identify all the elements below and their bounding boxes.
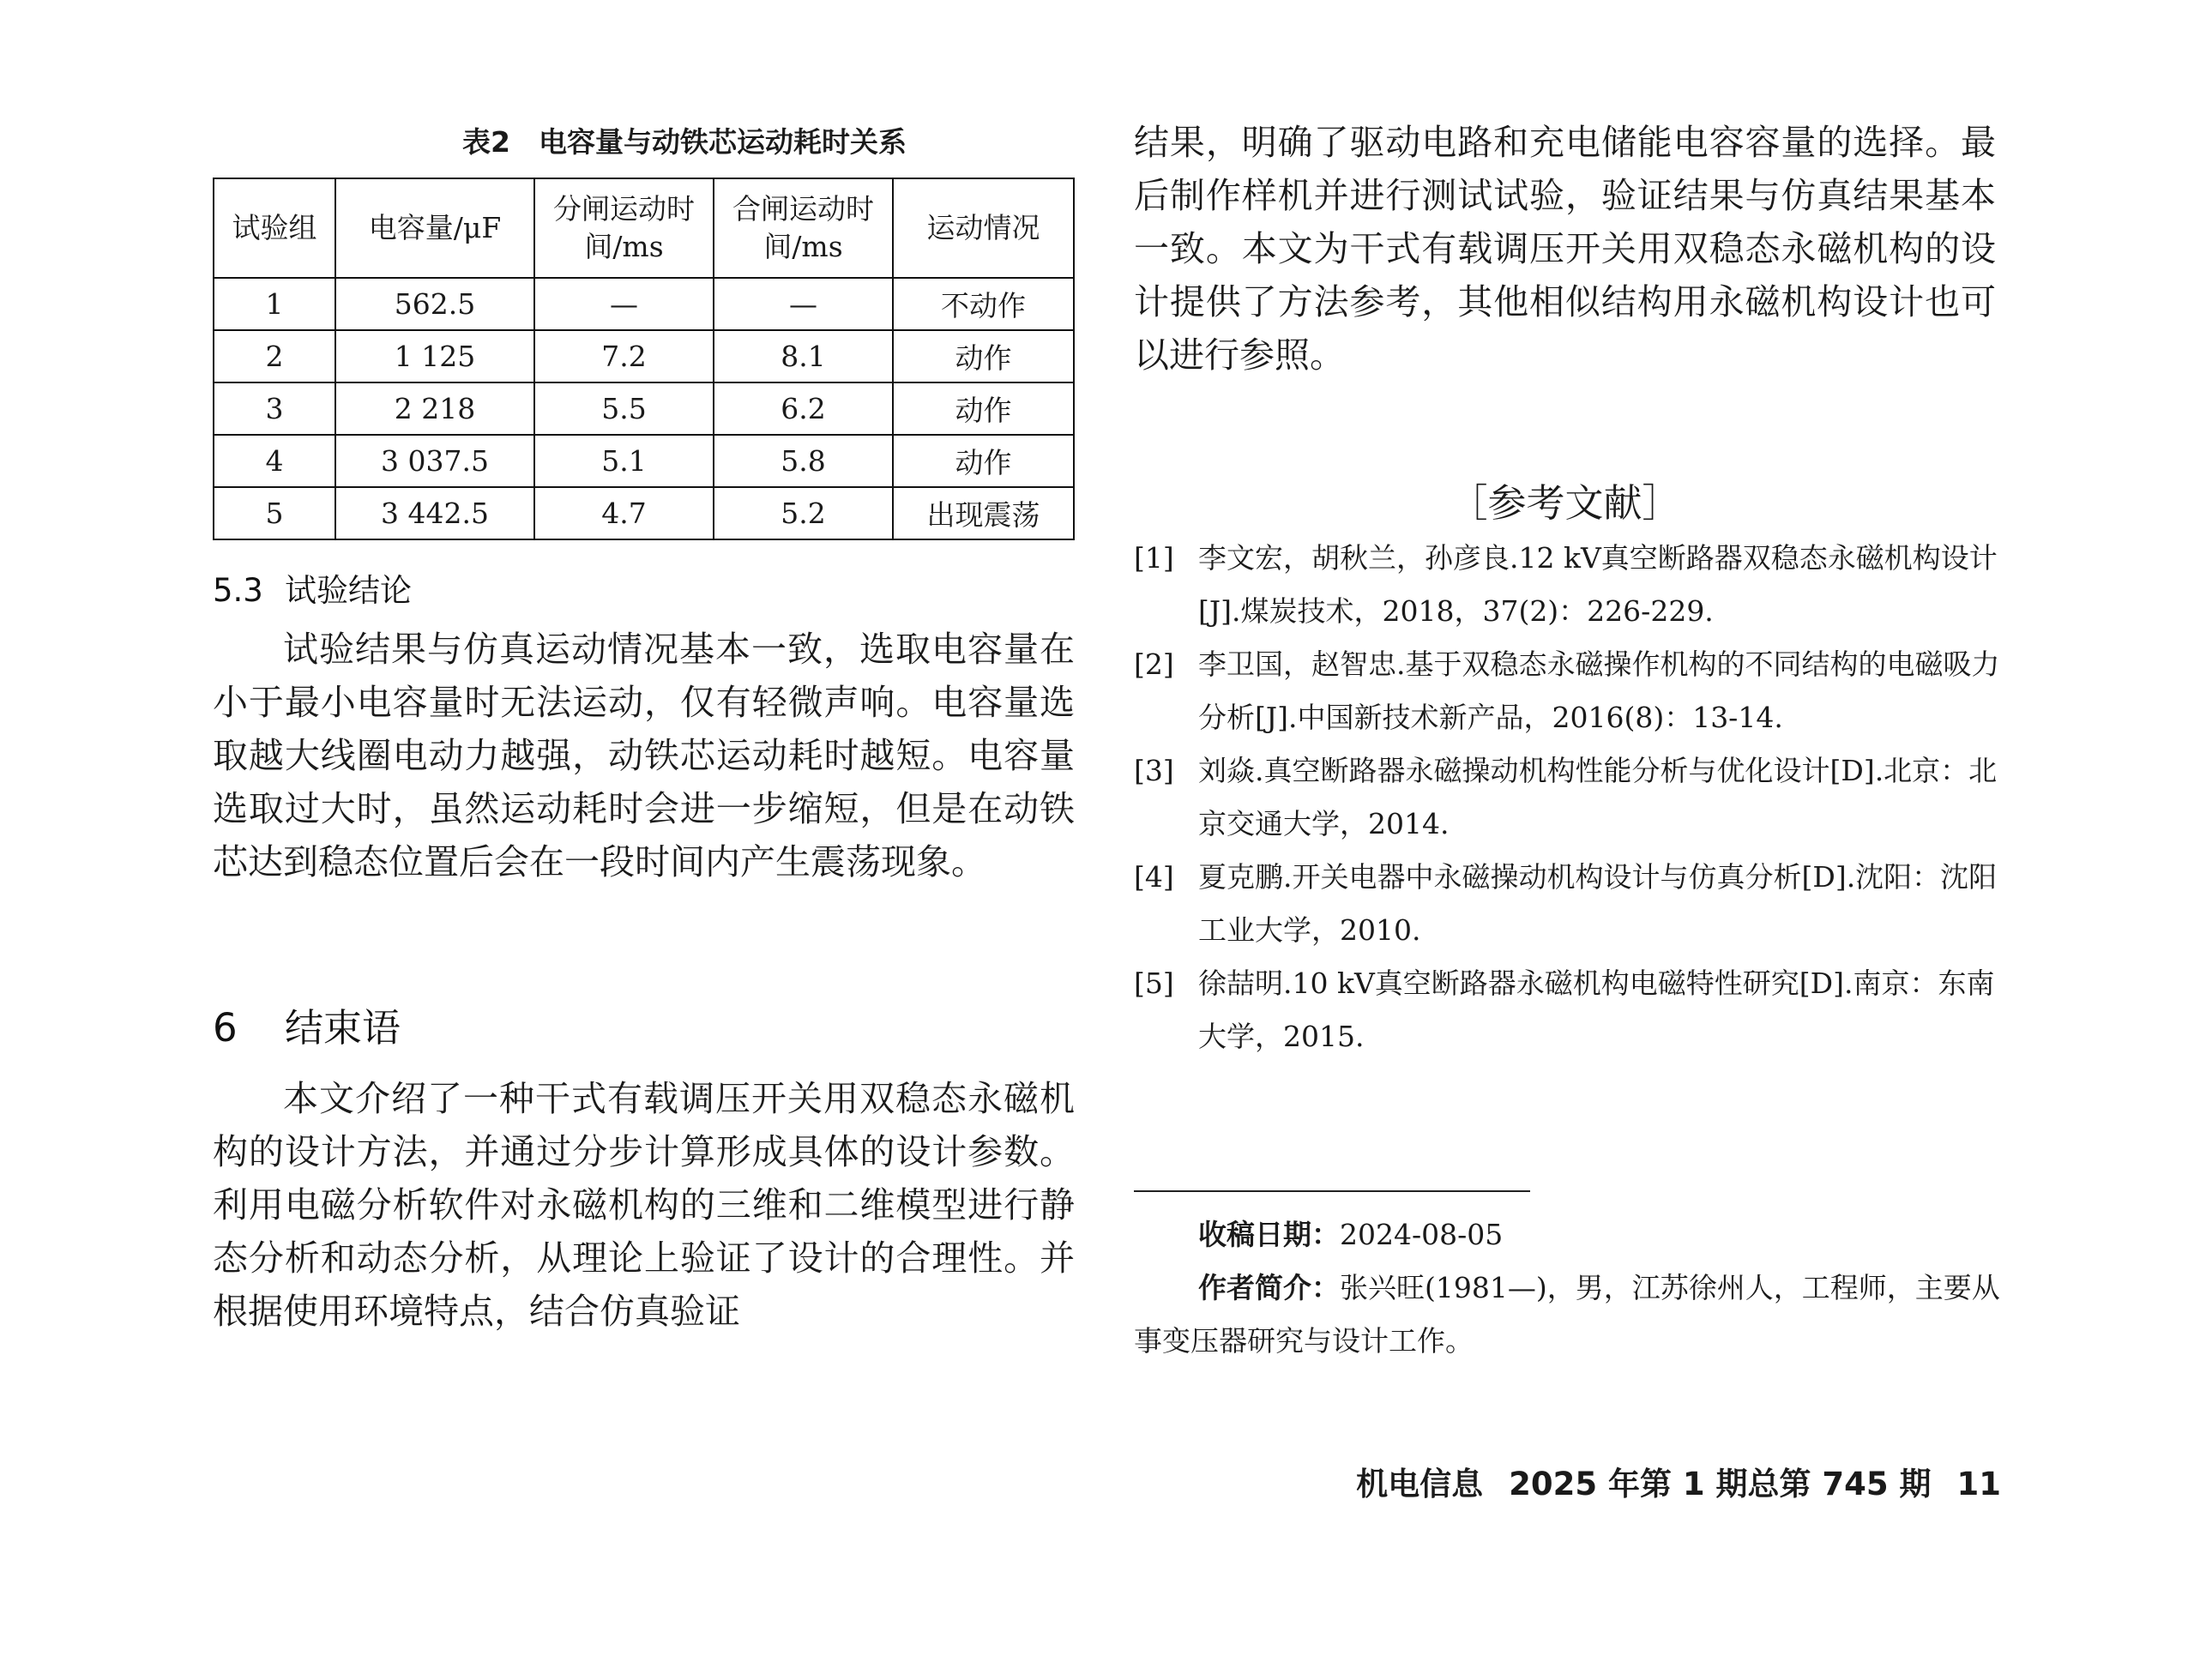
table-cell: 5.8 [714,435,893,487]
table-cell: 8.1 [714,330,893,382]
table-row [214,487,1074,539]
paragraph-closing-remarks-continued: 结果，明确了驱动电路和充电储能电容容量的选择。最后制作样机并进行测试试验，验证结果与仿真结果基本一致。本文为干式有载调压开关用双稳态永磁机构的设计提供了方法参考，其他相似结构用永磁机构设计也可以进行参照。 [1134,122,1996,376]
table-cell: 5.5 [534,382,714,435]
reference-item [1134,532,2000,638]
section-title: 试验结论 [285,572,412,609]
reference-number: [1] [1134,541,1174,575]
reference-number: [5] [1134,966,1174,1000]
page-footer [1330,1458,2001,1504]
reference-text: 李文宏，胡秋兰，孙彦良.12 kV真空断路器双稳态永磁机构设计[J].煤炭技术，2018，37(2)：226-229. [1198,541,1998,628]
table-cell: 7.2 [534,330,714,382]
table-cell: 出现震荡 [893,487,1074,539]
footnote-author-bio [1134,1262,2000,1368]
table-header-cell: 运动情况 [893,178,1074,278]
reference-text: 徐喆明.10 kV真空断路器永磁机构电磁特性研究[D].南京：东南大学，2015. [1198,966,1995,1053]
reference-number: [4] [1134,860,1174,894]
reference-item [1134,851,2000,957]
issue-info: 2025 年第 1 期总第 745 期 [1509,1466,1932,1502]
table-header-cell: 合闸运动时间/ms [714,178,893,278]
table-cell: 动作 [893,330,1074,382]
reference-text: 刘焱.真空断路器永磁操动机构性能分析与优化设计[D].北京：北京交通大学，2014. [1198,754,1998,840]
table-cell: 动作 [893,382,1074,435]
table-cell: 1 125 [335,330,534,382]
table-cell: 不动作 [893,278,1074,330]
reference-text: 李卫国，赵智忠.基于双稳态永磁操作机构的不同结构的电磁吸力分析[J].中国新技术新产品，2016(8)：13-14. [1198,647,2000,734]
table-cell: 5.2 [714,487,893,539]
table-caption: 表2 电容量与动铁芯运动耗时关系 [462,125,907,159]
reference-item [1134,744,2000,851]
table-cell: 6.2 [714,382,893,435]
table-cell: 4 [214,435,335,487]
data-table [213,178,1075,540]
references-title: ［参考文献］ [1449,480,1681,526]
table-header-cell: 电容量/μF [335,178,534,278]
footnote-divider [1134,1190,1530,1192]
section-title: 结束语 [285,1005,401,1051]
reference-number: [3] [1134,754,1174,787]
received-date-label: 收稿日期： [1198,1218,1340,1251]
table-row [214,278,1074,330]
section-number: 5.3 [213,572,263,609]
table-cell: 5 [214,487,335,539]
table-row [214,382,1074,435]
table-cell: 3 037.5 [335,435,534,487]
table-row [214,330,1074,382]
footnote-received-date [1134,1208,2064,1262]
paragraph-closing-remarks: 本文介绍了一种干式有载调压开关用双稳态永磁机构的设计方法，并通过分步计算形成具体的设计参数。利用电磁分析软件对永磁机构的三维和二维模型进行静态分析和动态分析，从理论上验证了设计的合理性。并根据使用环境特点，结合仿真验证 [213,1078,1075,1332]
table-cell: 2 218 [335,382,534,435]
author-bio-value: 张兴旺(1981—)，男，江苏徐州人，工程师，主要从事变压器研究与设计工作。 [1134,1271,2000,1358]
journal-name: 机电信息 [1356,1466,1484,1502]
table-cell: 4.7 [534,487,714,539]
reference-item [1134,638,2000,744]
section-number: 6 [213,1005,238,1051]
table-row [214,435,1074,487]
paragraph-test-conclusion: 试验结果与仿真运动情况基本一致，选取电容量在小于最小电容量时无法运动，仅有轻微声响。电容量选取越大线圈电动力越强，动铁芯运动耗时越短。电容量选取过大时，虽然运动耗时会进一步缩短，但是在动铁芯达到稳态位置后会在一段时间内产生震荡现象。 [213,629,1075,882]
table-cell: 2 [214,330,335,382]
references-list [1134,532,2000,1063]
reference-number: [2] [1134,647,1174,681]
section-heading-6 [213,997,401,1052]
table-cell: 1 [214,278,335,330]
table-cell: — [534,278,714,330]
table-header-cell: 分闸运动时间/ms [534,178,714,278]
table-cell: 562.5 [335,278,534,330]
page-number: 11 [1956,1466,2001,1502]
table-cell: 3 [214,382,335,435]
table-cell: — [714,278,893,330]
reference-item [1134,957,2000,1063]
table-header-row [214,178,1074,278]
table-cell: 动作 [893,435,1074,487]
table-cell: 5.1 [534,435,714,487]
table-cell: 3 442.5 [335,487,534,539]
section-heading-5-3 [213,564,412,611]
received-date-value: 2024-08-05 [1340,1218,1504,1251]
table-header-cell: 试验组 [214,178,335,278]
reference-text: 夏克鹏.开关电器中永磁操动机构设计与仿真分析[D].沈阳：沈阳工业大学，2010. [1198,860,1998,947]
author-bio-label: 作者简介： [1198,1271,1340,1304]
